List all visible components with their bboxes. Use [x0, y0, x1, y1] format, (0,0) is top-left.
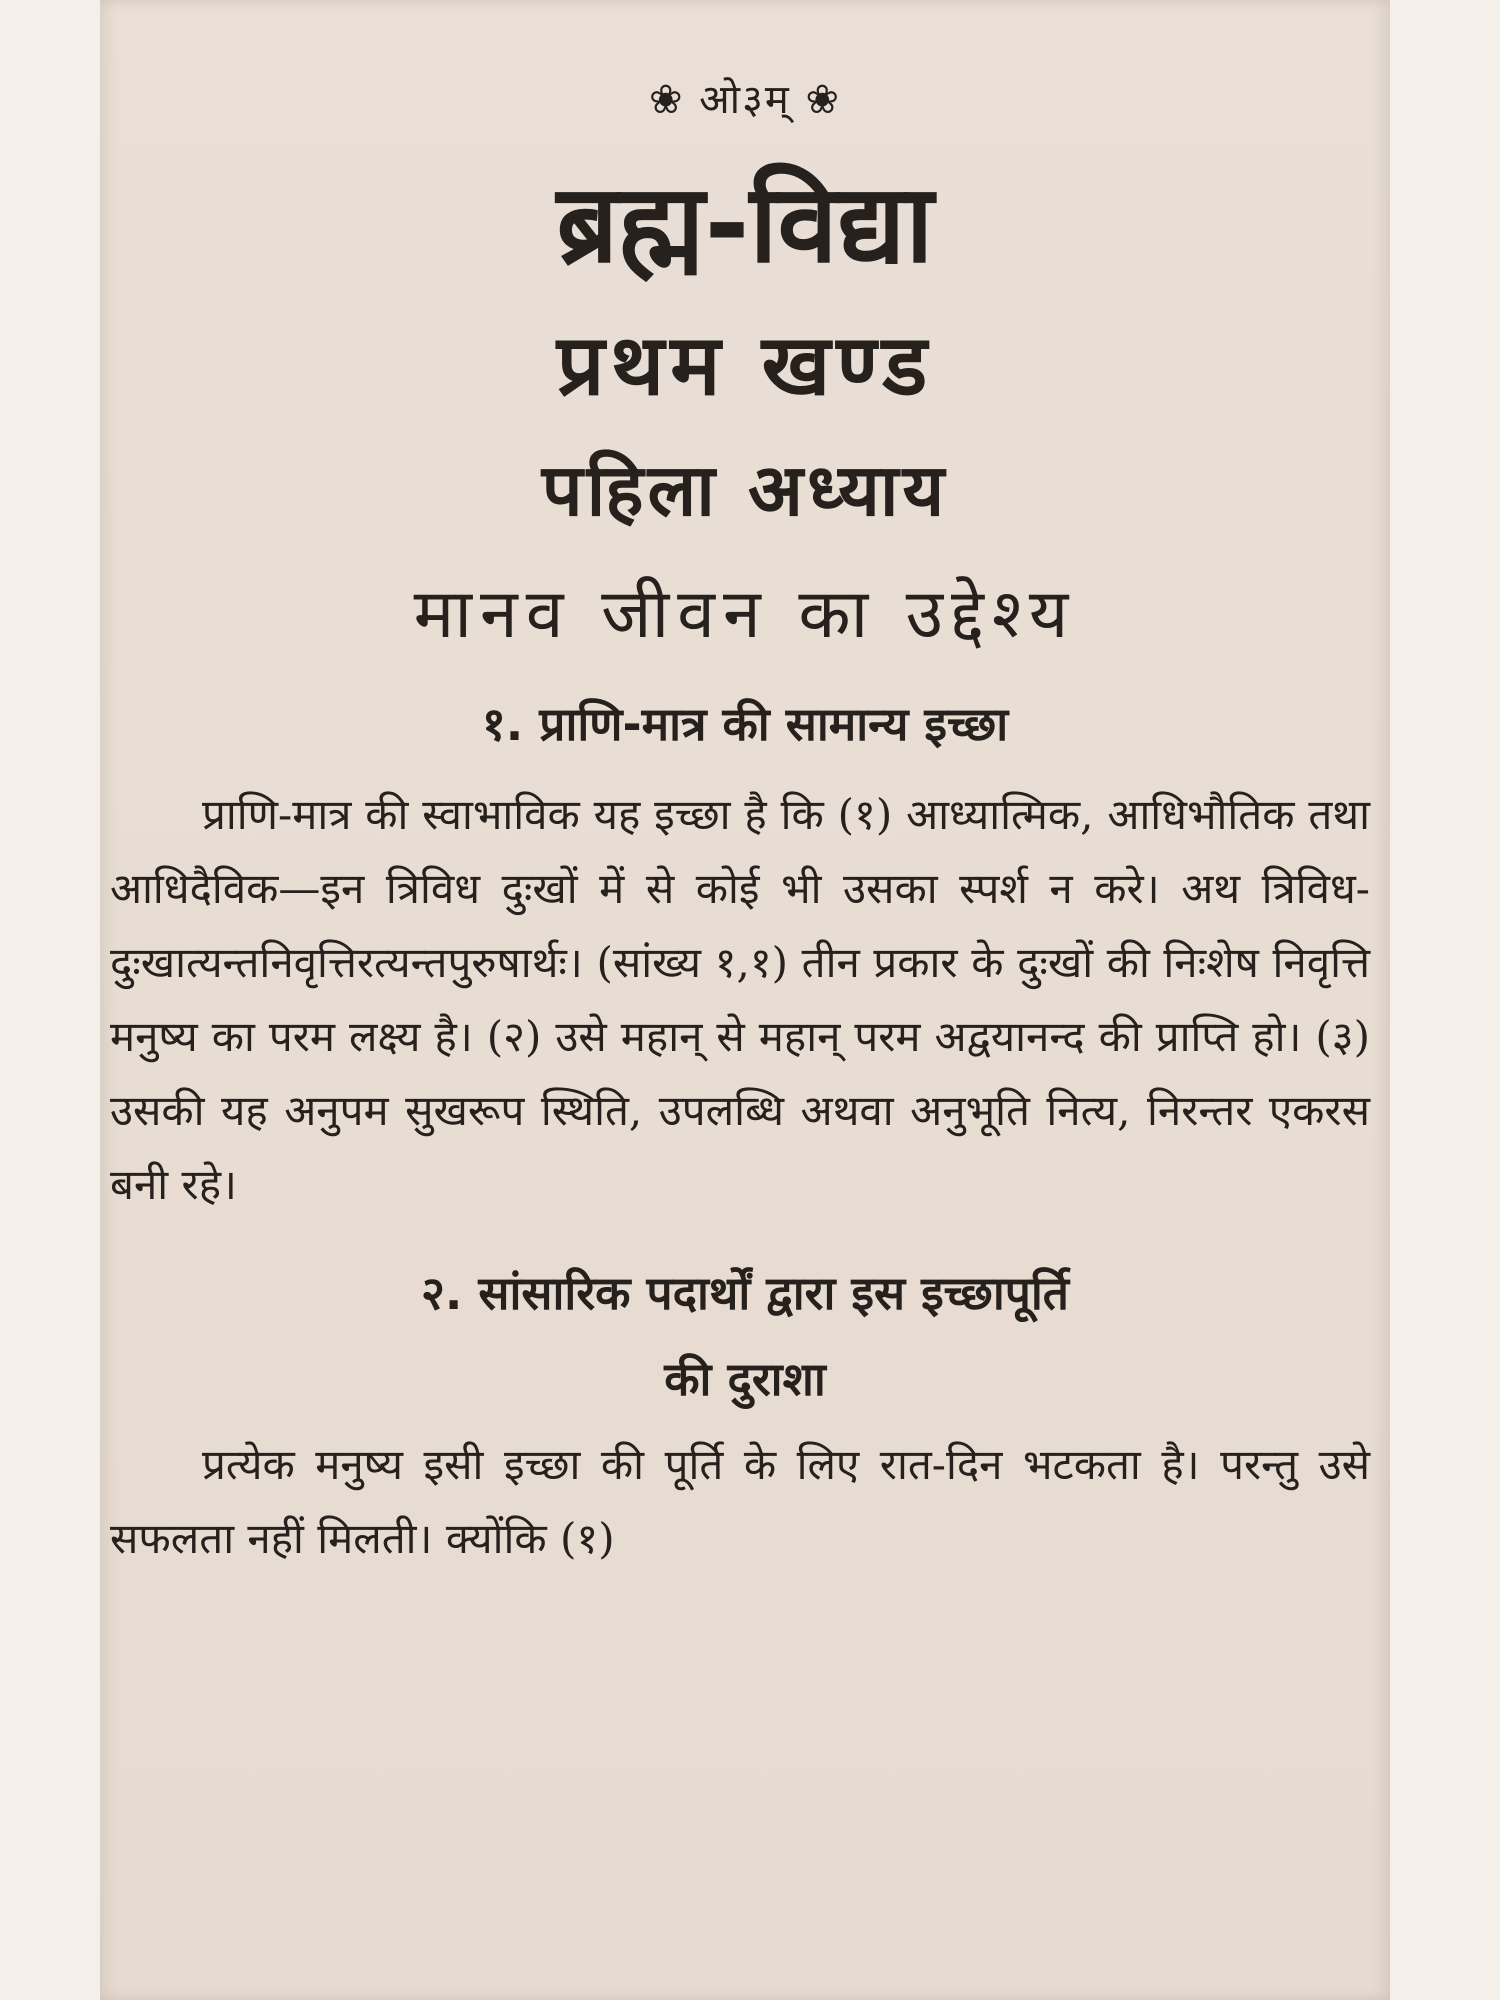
- section-2-heading-line-2: की दुराशा: [664, 1352, 826, 1406]
- om-invocation: [110, 60, 1380, 140]
- chapter-title: पहिला अध्याय: [541, 448, 949, 532]
- chapter-subtitle: मानव जीवन का उद्देश्य: [413, 575, 1077, 654]
- part-title: प्रथम खण्ड: [556, 316, 934, 414]
- section-2: [110, 1252, 1380, 1576]
- section-1-paragraph: प्राणि-मात्र की स्वाभाविक यह इच्छा है कि (१) आध्यात्मिक, आधिभौतिक तथा आधिदैविक—इन त्रिविध दुःखों में से कोई भी उसका स्पर्श न करे। अथ त्रिविध-दुःखात्यन्तनिवृत्तिरत्यन्तपुरुषार्थः। (सांख्य १,१) तीन प्रकार के दुःखों की निःशेष निवृत्ति मनुष्य का परम लक्ष्य है। (२) उसे महान् से महान् परम अद्वयानन्द की प्राप्ति हो। (३) उसकी यह अनुपम सुखरूप स्थिति, उपलब्धि अथवा अनुभूति नित्य, निरन्तर एकरस बनी रहे।: [110, 790, 1371, 1209]
- om-text: ❀ ओ३म् ❀: [648, 77, 842, 123]
- section-2-heading-line-1: २. सांसारिक पदार्थों द्वारा इस इच्छापूर्ति: [420, 1266, 1070, 1320]
- right-margin: [1390, 0, 1500, 2000]
- section-1: [110, 684, 1380, 1222]
- left-margin: [0, 0, 100, 2000]
- section-1-heading: १. प्राणि-मात्र की सामान्य इच्छा: [481, 697, 1009, 751]
- page-content: [110, 60, 1380, 1576]
- book-title: ब्रह्म-विद्या: [556, 162, 934, 287]
- section-2-paragraph: प्रत्येक मनुष्य इसी इच्छा की पूर्ति के लिए रात-दिन भटकता है। परन्तु उसे सफलता नहीं मिलती। क्योंकि (१): [110, 1440, 1370, 1563]
